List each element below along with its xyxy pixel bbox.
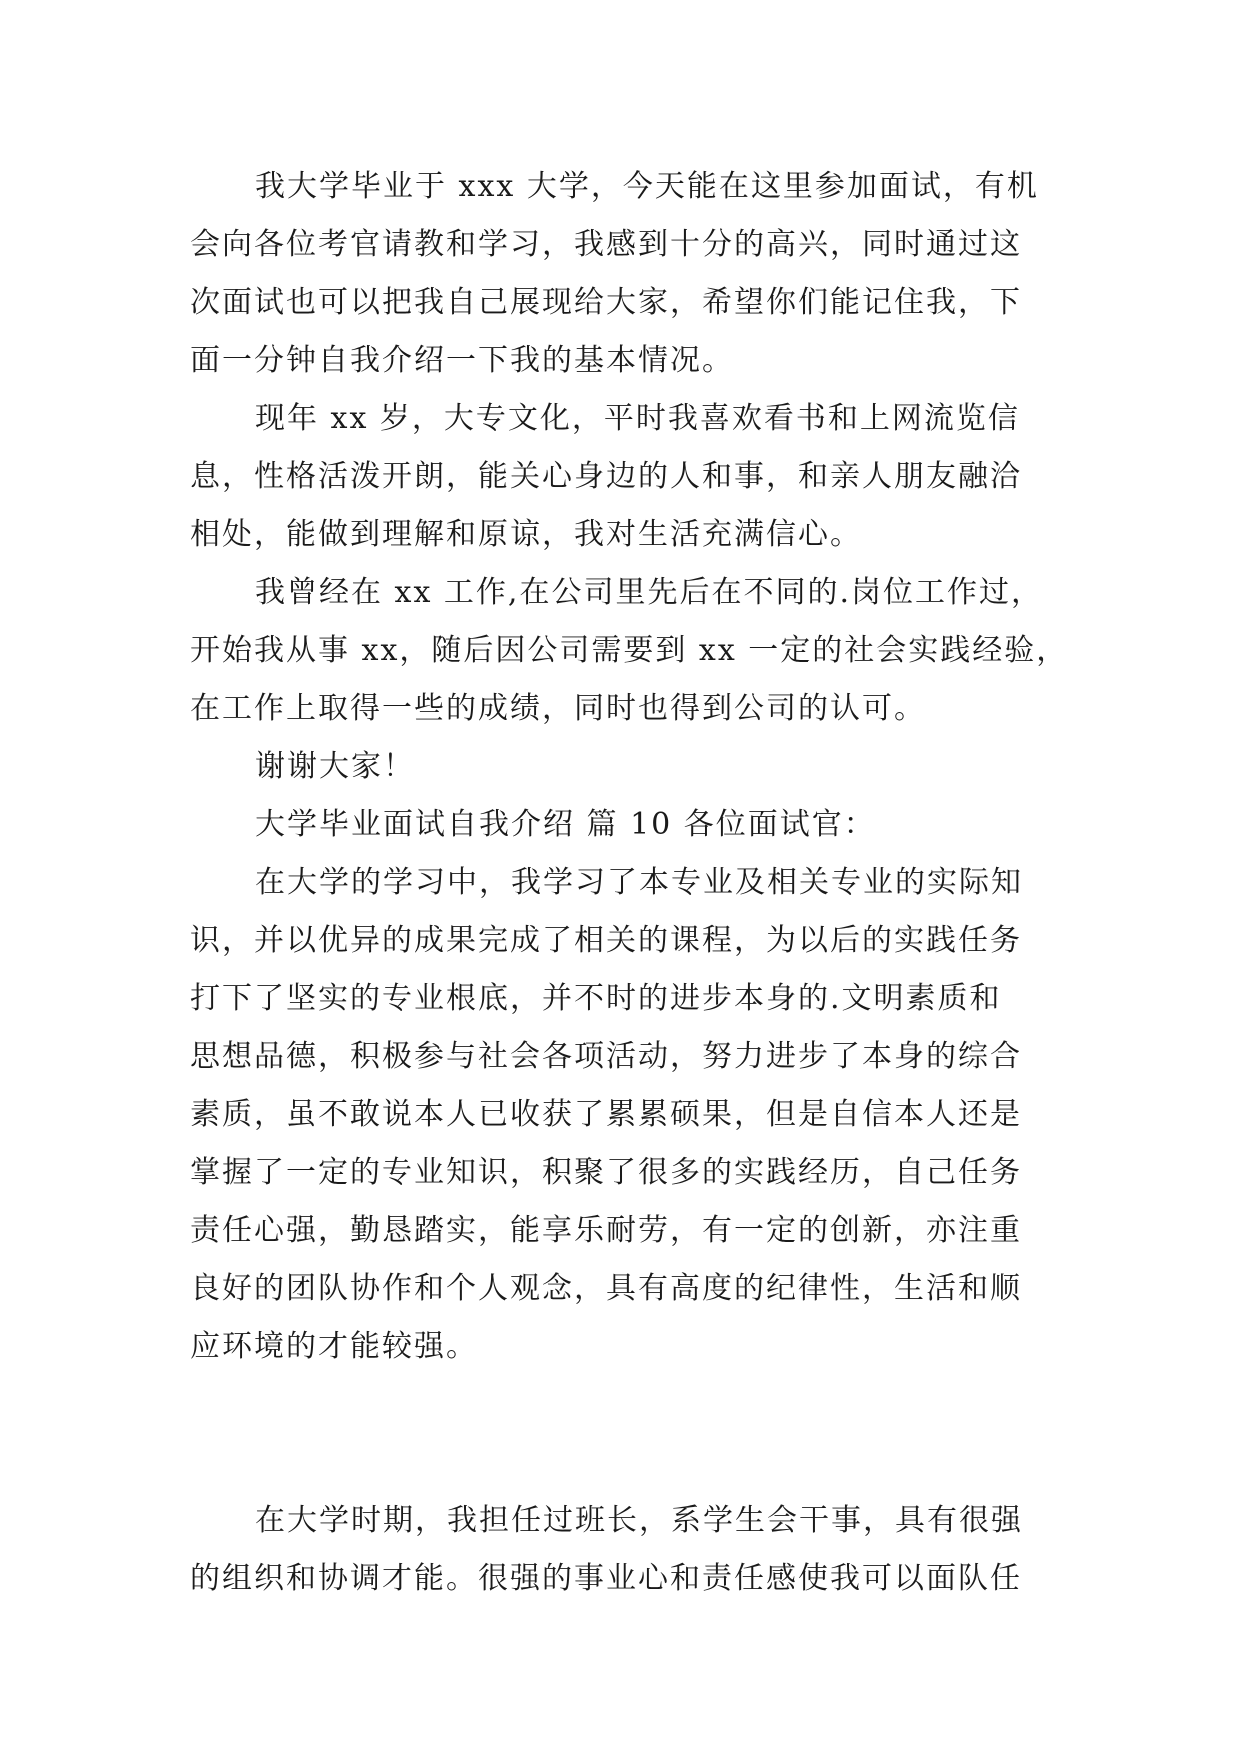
paragraph: [190, 1492, 1060, 1608]
text-line: 在大学的学习中，我学习了本专业及相关专业的实际知: [255, 865, 1023, 900]
text-line: 开始我从事 xx，随后因公司需要到 xx 一定的社会实践经验，: [190, 633, 1069, 668]
paragraph: [190, 564, 1069, 738]
text-line: 良好的团队协作和个人观念，具有高度的纪律性，生活和顺: [190, 1271, 1022, 1306]
text-line: 在大学时期，我担任过班长，系学生会干事，具有很强: [255, 1503, 1023, 1538]
text-line: 我大学毕业于 xxx 大学，今天能在这里参加面试，有机: [255, 169, 1039, 204]
paragraph: [190, 854, 1060, 1376]
paragraph-gap: [190, 1376, 1060, 1492]
text-line: 掌握了一定的专业知识，积聚了很多的实践经历，自己任务: [190, 1155, 1022, 1190]
text-line: 面一分钟自我介绍一下我的基本情况。: [190, 343, 734, 378]
text-line: 思想品德，积极参与社会各项活动，努力进步了本身的综合: [190, 1039, 1022, 1074]
text-line: 会向各位考官请教和学习，我感到十分的高兴，同时通过这: [190, 227, 1022, 262]
paragraph: [190, 390, 1060, 564]
text-line: 在工作上取得一些的成绩，同时也得到公司的认可。: [190, 691, 926, 726]
paragraph: [190, 796, 1060, 854]
text-line: 素质，虽不敢说本人已收获了累累硕果，但是自信本人还是: [190, 1097, 1022, 1132]
text-line: 责任心强，勤恳踏实，能享乐耐劳，有一定的创新，亦注重: [190, 1213, 1022, 1248]
text-line: 应环境的才能较强。: [190, 1329, 478, 1364]
text-line: 的组织和协调才能。很强的事业心和责任感使我可以面队任: [190, 1561, 1022, 1596]
text-line: 大学毕业面试自我介绍 篇 10 各位面试官：: [255, 807, 876, 842]
text-line: 识，并以优异的成果完成了相关的课程，为以后的实践任务: [190, 923, 1022, 958]
text-line: 现年 xx 岁，大专文化，平时我喜欢看书和上网流览信: [255, 401, 1020, 436]
paragraph: [190, 158, 1060, 390]
text-line: 我曾经在 xx 工作,在公司里先后在不同的.岗位工作过，: [255, 575, 1043, 610]
text-line: 谢谢大家！: [255, 749, 415, 784]
document-body: [190, 158, 1069, 1608]
text-line: 相处，能做到理解和原谅，我对生活充满信心。: [190, 517, 862, 552]
text-line: 息，性格活泼开朗，能关心身边的人和事，和亲人朋友融洽: [190, 459, 1022, 494]
paragraph: [190, 738, 1060, 796]
text-line: 打下了坚实的专业根底，并不时的进步本身的.文明素质和: [190, 981, 1002, 1016]
text-line: 次面试也可以把我自己展现给大家，希望你们能记住我，下: [190, 285, 1022, 320]
